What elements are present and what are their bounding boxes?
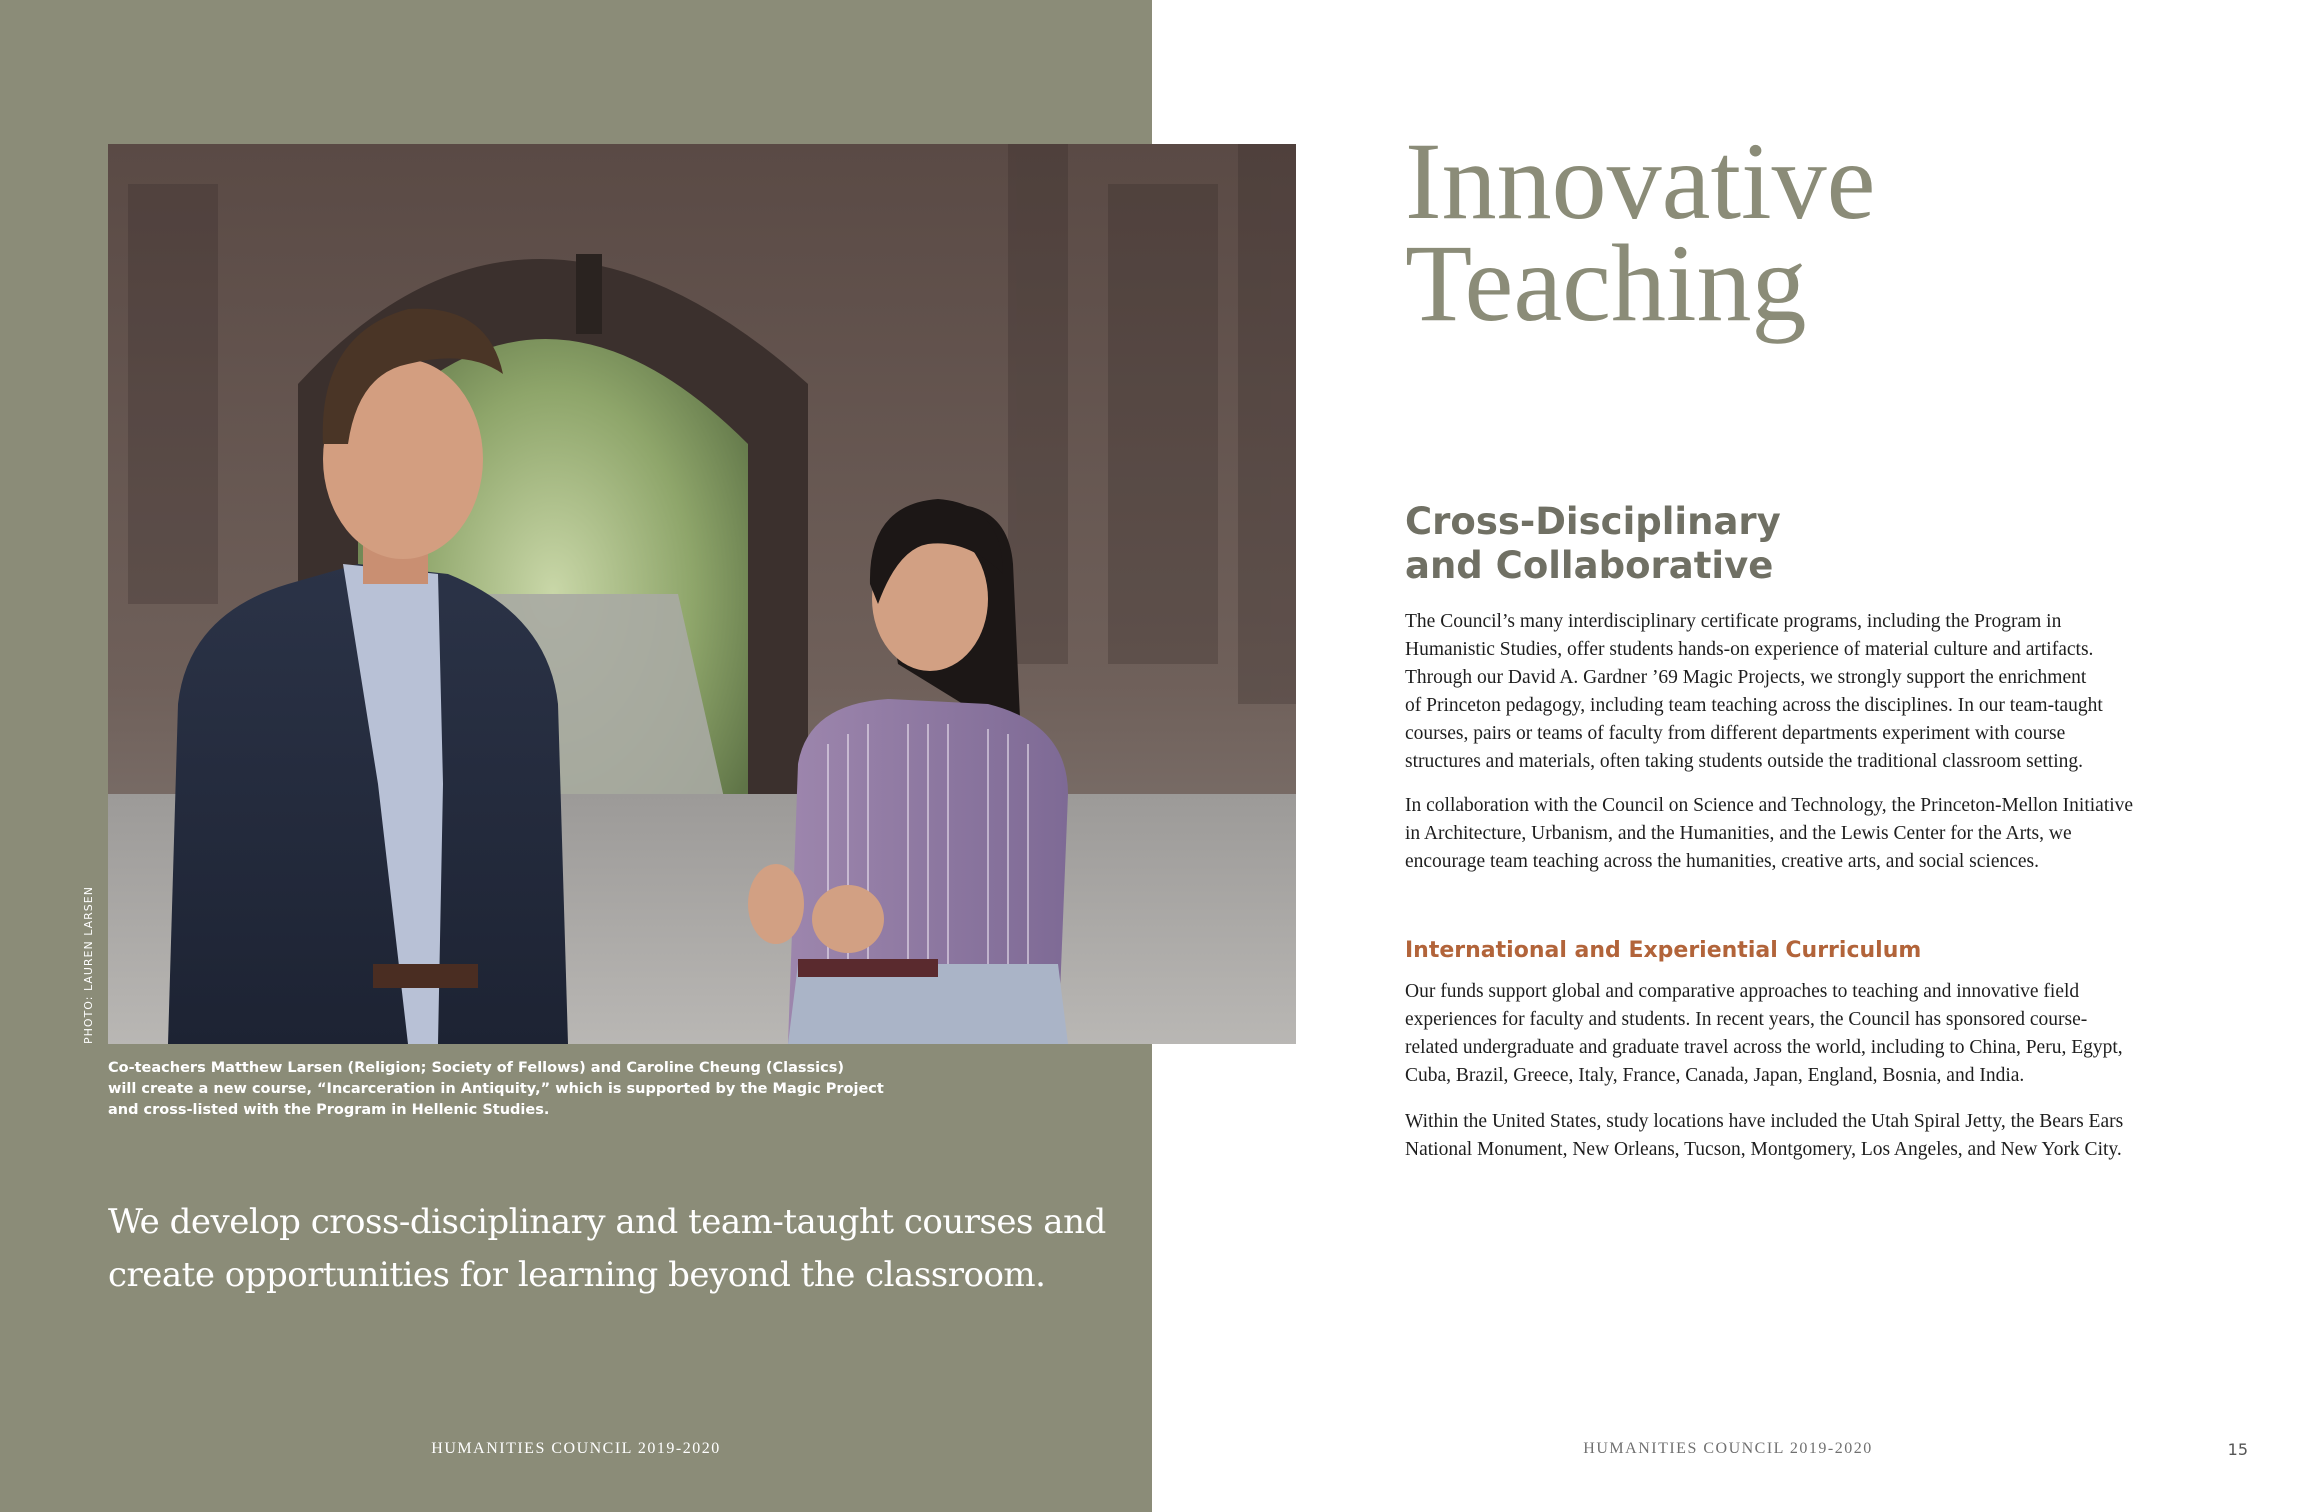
text-line: experiences for faculty and students. In recent years, the Council has sponsored course- <box>1405 1009 2088 1030</box>
pull-quote <box>108 1196 1106 1302</box>
caption-line: Co-teachers Matthew Larsen (Religion; Society of Fellows) and Caroline Cheung (Classics) <box>108 1060 844 1076</box>
paragraph-4 <box>1405 1108 2245 1164</box>
title-line: Innovative <box>1405 120 1876 242</box>
section-heading-line: Cross-Disciplinary <box>1405 500 1781 543</box>
co-teachers-photo <box>108 144 1296 1044</box>
paragraph-2 <box>1405 792 2245 876</box>
text-line: The Council’s many interdisciplinary certificate programs, including the Program in <box>1405 611 2062 632</box>
text-line: encourage team teaching across the humanities, creative arts, and social sciences. <box>1405 851 2040 872</box>
photo-credit: PHOTO: LAUREN LARSEN <box>82 886 95 1044</box>
subheading: International and Experiential Curriculum <box>1405 938 1922 963</box>
caption-line: and cross-listed with the Program in Hellenic Studies. <box>108 1102 550 1118</box>
paragraph-1 <box>1405 608 2245 776</box>
pull-quote-line: We develop cross-disciplinary and team-taught courses and <box>108 1202 1106 1242</box>
text-line: courses, pairs or teams of faculty from different departments experiment with course <box>1405 723 2066 744</box>
text-line: Through our David A. Gardner ’69 Magic Projects, we strongly support the enrichment <box>1405 667 2087 688</box>
page-title <box>1405 120 1876 344</box>
title-line: Teaching <box>1405 222 1807 344</box>
text-line: Humanistic Studies, offer students hands-on experience of material culture and artifacts. <box>1405 639 2094 660</box>
section-heading <box>1405 500 1781 588</box>
text-line: of Princeton pedagogy, including team teaching across the disciplines. In our team-taught <box>1405 695 2103 716</box>
section-heading-line: and Collaborative <box>1405 544 1774 587</box>
text-line: Our funds support global and comparative approaches to teaching and innovative field <box>1405 981 2080 1002</box>
text-line: structures and materials, often taking students outside the traditional classroom setting. <box>1405 751 2084 772</box>
text-line: Within the United States, study locations have included the Utah Spiral Jetty, the Bears Ears <box>1405 1111 2124 1132</box>
page-number: 15 <box>2227 1440 2248 1459</box>
text-line: In collaboration with the Council on Science and Technology, the Princeton-Mellon Initiative <box>1405 795 2134 816</box>
text-line: in Architecture, Urbanism, and the Humanities, and the Lewis Center for the Arts, we <box>1405 823 2072 844</box>
photo-caption <box>108 1058 884 1121</box>
text-line: related undergraduate and graduate travel across the world, including to China, Peru, Egypt, <box>1405 1037 2123 1058</box>
footer-left: HUMANITIES COUNCIL 2019-2020 <box>431 1440 721 1457</box>
pull-quote-line: create opportunities for learning beyond the classroom. <box>108 1255 1046 1295</box>
caption-line: will create a new course, “Incarceration in Antiquity,” which is supported by the Magic Project <box>108 1081 884 1097</box>
text-line: Cuba, Brazil, Greece, Italy, France, Canada, Japan, England, Bosnia, and India. <box>1405 1065 2025 1086</box>
paragraph-3 <box>1405 978 2245 1090</box>
text-line: National Monument, New Orleans, Tucson, Montgomery, Los Angeles, and New York City. <box>1405 1139 2122 1160</box>
footer-right: HUMANITIES COUNCIL 2019-2020 <box>1583 1440 1873 1457</box>
